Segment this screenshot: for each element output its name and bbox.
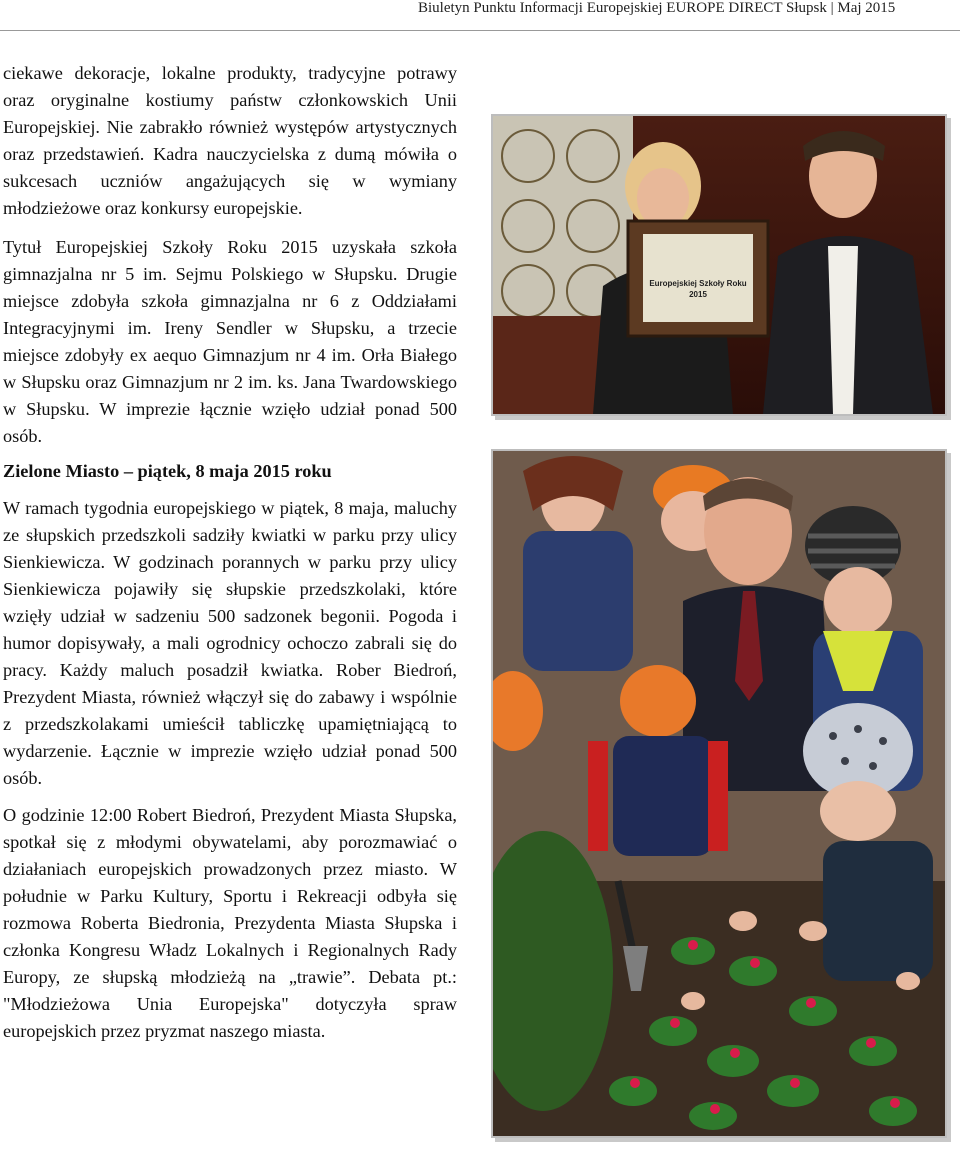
paragraph-planting: W ramach tygodnia europejskiego w piątek, 8 maja, maluchy ze słupskich przedszkoli sadziły kwiatki w parku przy ulicy Sienkiewicza. W godzinach porannych w parku przy ulicy Sienkiewicza pojawiły się słupskie przedszkolaki, które wzięły udział w sadzeniu 500 sadzonek begonii. Pogoda i humor dopisywały, a mali ogrodnicy ochoczo zabrali się do pracy. Każdy maluch posadził kwiatka. Rober Biedroń, Prezydent Miasta, również włączył się do zabawy i wspólnie z przedszkolakami umieścił tabliczkę upamiętniającą to wydarzenie. Łącznie w imprezie wzięło udział ponad 500 osób. [3, 498, 457, 788]
award-ceremony-image [493, 116, 945, 414]
page-header [0, 0, 960, 31]
bulletin-title: Biuletyn Punktu Informacji Europejskiej EUROPE DIRECT Słupsk | Maj 2015 [418, 0, 896, 16]
paragraph-decorations: ciekawe dekoracje, lokalne produkty, tradycyjne potrawy oraz oryginalne kostiumy państw członkowskich Unii Europejskiej. Nie zabrakło również występów artystycznych oraz przedstawień. Kadra nauczycielska z dumą mówiła o sukcesach uczniów angażujących się w wymiany młodzieżowe oraz konkursy europejskie. [3, 63, 457, 218]
section-title-green-city: Zielone Miasto – piątek, 8 maja 2015 roku [3, 461, 332, 481]
photo-flower-planting [491, 449, 947, 1138]
article-column [3, 60, 457, 1045]
paragraph-debate: O godzinie 12:00 Robert Biedroń, Prezydent Miasta Słupska, spotkał się z młodymi obywatelami, aby porozmawiać o działaniach europejskich prowadzonych przez miasto. W południe w Parku Kultury, Sportu i Rekreacji odbyła się rozmowa Roberta Biedronia, Prezydenta Miasta Słupska i członka Kongresu Władz Lokalnych i Regionalnych Rady Europy, ze słupską młodzieżą na „trawie”. Debata pt.: "Młodzieżowa Unia Europejska" dotyczyła spraw europejskich przez pryzmat naszego miasta. [3, 805, 457, 1041]
photo-award-ceremony [491, 114, 947, 416]
paragraph-school-award: Tytuł Europejskiej Szkoły Roku 2015 uzyskała szkoła gimnazjalna nr 5 im. Sejmu Polskiego w Słupsku. Drugie miejsce zdobyła szkoła gimnazjalna nr 6 z Oddziałami Integracyjnymi im. Ireny Sendler w Słupsku, a trzecie miejsce zdobyły ex aequo Gimnazjum nr 4 im. Orła Białego w Słupsku oraz Gimnazjum nr 2 im. ks. Jana Twardowskiego w Słupsku. W imprezie łącznie wzięło udział ponad 500 osób. [3, 237, 457, 446]
plaque-text-line1: Europejskiej Szkoły Roku [649, 279, 747, 288]
flower-planting-image [493, 451, 945, 1136]
plaque-text-line2: 2015 [689, 290, 707, 299]
